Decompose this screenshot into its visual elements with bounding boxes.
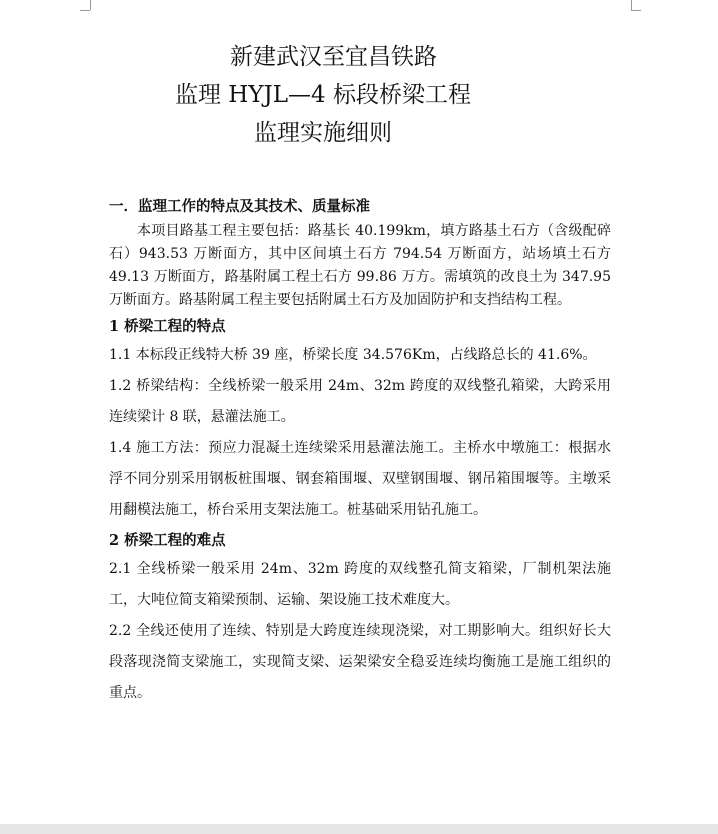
crop-mark-top-right [631, 0, 632, 10]
crop-mark-top-left [90, 0, 91, 10]
section-heading-bridge-characteristics: 1 桥梁工程的特点 [109, 318, 226, 335]
paragraph-2-1: 2.1 全线桥梁一般采用 24m、32m 跨度的双线整孔简支箱梁，厂制机架法施工，大吨位简支箱梁预制、运输、架设施工技术难度大。 [109, 561, 611, 608]
page-bottom-edge [0, 824, 718, 834]
section-heading-supervision-characteristics: 一．监理工作的特点及其技术、质量标准 [109, 198, 370, 215]
paragraph-1-4: 1.4 施工方法：预应力混凝土连续梁采用悬灌法施工。主桥水中墩施工：根据水浮不同分别采用钢板桩围堰、钢套箱围堰、双壁钢围堰、钢吊箱围堰等。主墩采用翻模法施工，桥台采用支架法施工。桩基础采用钻孔施工。 [109, 440, 611, 518]
section-heading-bridge-difficulties: 2 桥梁工程的难点 [109, 532, 226, 549]
paragraph-2-2: 2.2 全线还使用了连续、特别是大跨度连续现浇梁，对工期影响大。组织好长大段落现浇简支梁施工，实现简支梁、运架梁安全稳妥连续均衡施工是施工组织的重点。 [109, 623, 611, 701]
intro-paragraph: 本项目路基工程主要包括：路基长 40.199km，填方路基土石方（含级配碎石）943.53 万断面方，其中区间填土石方 794.54 万断面方，站场填土石方 49.13 万断面方，路基附属工程土石方 99.86 万方。需填筑的改良土为 347.95 万断面方。路基附属工程主要包括附属土石方及加固防护和支挡结构工程。 [109, 223, 611, 308]
crop-mark-top-right-horizontal [631, 10, 641, 11]
document-body [109, 194, 611, 709]
paragraph-1-2: 1.2 桥梁结构：全线桥梁一般采用 24m、32m 跨度的双线整孔箱梁，大跨采用连续梁计 8 联，悬灌法施工。 [109, 378, 611, 425]
paragraph-1-1: 1.1 本标段正线特大桥 39 座，桥梁长度 34.576Km，占线路总长的 41.6%。 [109, 347, 597, 363]
title-line-2: 监理 HYJL—4 标段桥梁工程 [175, 82, 471, 108]
crop-mark-top-left-horizontal [80, 10, 90, 11]
title-line-1: 新建武汉至宜昌铁路 [230, 44, 437, 70]
title-line-3: 监理实施细则 [254, 120, 392, 146]
document-title [0, 38, 718, 152]
